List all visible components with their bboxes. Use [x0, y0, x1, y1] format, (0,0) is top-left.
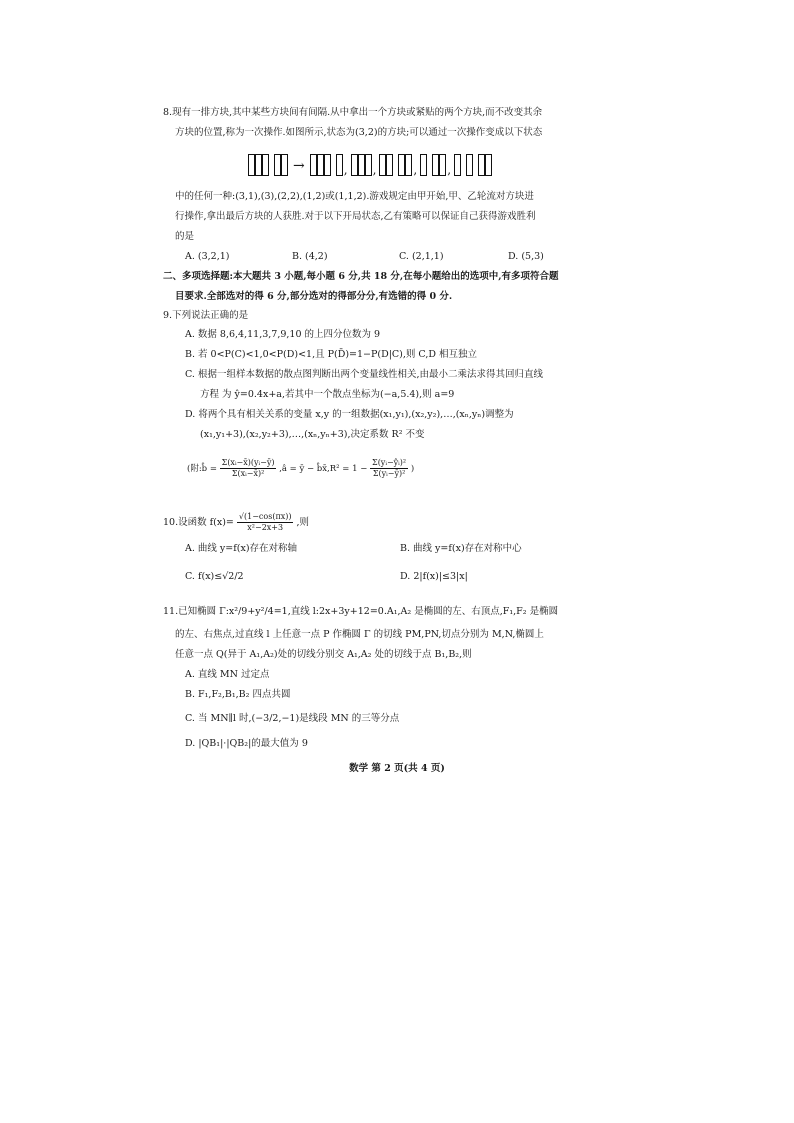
q11-line1: 11.已知椭圆 Γ:x²/9+y²/4=1,直线 l:2x+3y+12=0.A₁,A₂ 是椭圆的左、右顶点,F₁,F₂ 是椭圆: [163, 606, 559, 617]
q9-b-hat-fraction: $\frac{\text{Σ(xᵢ−x̄)(yᵢ−ȳ)}}{\text{Σ(xᵢ−x̄)²}}$: [221, 458, 275, 478]
q8-option-d: D. (5,3): [508, 251, 544, 262]
section2-title-line1: 二、多项选择题:本大题共 3 小题,每小题 6 分,共 18 分,在每小题给出的选项中,有多项符合题: [163, 271, 559, 282]
page-footer: 数学 第 2 页(共 4 页): [349, 763, 445, 774]
q11-option-c: C. 当 MN∥l 时,(−3/2,−1)是线段 MN 的三等分点: [185, 713, 400, 724]
q9-option-c-line1: C. 根据一组样本数据的散点图判断出两个变量线性相关,由最小二乘法求得其回归直线: [185, 369, 543, 380]
q9-stem: 9.下列说法正确的是: [163, 310, 249, 321]
q10-function-fraction: $\frac{√(1-\cos(\pi x))}{\text{x²−2x+3}}$: [238, 512, 292, 532]
q8-arrow: →: [293, 158, 305, 174]
q8-option-c: C. (2,1,1): [399, 251, 444, 262]
section2-title-line2: 目要求.全部选对的得 6 分,部分选对的得部分分,有选错的得 0 分.: [175, 291, 453, 302]
q11-line3: 任意一点 Q(异于 A₁,A₂)处的切线分别交 A₁,A₂ 处的切线于点 B₁,B₂,则: [175, 649, 472, 660]
q8-line5: 的是: [175, 231, 195, 242]
q8-block-diagram: → , , , ,: [248, 150, 492, 176]
q10-stem: 10.设函数 f(x)= $\frac{√(1-\cos(\pi x))}{\text{x²−2x+3}}$ ,则: [163, 512, 310, 532]
q8-line4: 行操作,拿出最后方块的人获胜.对于以下开局状态,乙有策略可以保证自己获得游戏胜利: [175, 211, 536, 222]
q9-option-a: A. 数据 8,6,4,11,3,7,9,10 的上四分位数为 9: [185, 329, 381, 340]
q9-r2-fraction: $\frac{\text{Σ(yᵢ−ŷᵢ)²}}{\text{Σ(yᵢ−ȳ)²}}$: [372, 458, 407, 478]
q11-line2: 的左、右焦点,过直线 l 上任意一点 P 作椭圆 Γ 的切线 PM,PN,切点分别为 M,N,椭圆上: [175, 629, 544, 640]
q8-option-b: B. (4,2): [292, 251, 328, 262]
q10-option-d: D. 2|f(x)|≤3|x|: [400, 571, 468, 582]
q9-option-d-line1: D. 将两个具有相关关系的变量 x,y 的一组数据(x₁,y₁),(x₂,y₂),…,(xₙ,yₙ)调整为: [185, 409, 514, 420]
q9-option-d-line2: (x₁,y₁+3),(x₂,y₂+3),…,(xₙ,yₙ+3),决定系数 R² 不变: [200, 429, 425, 440]
q9-option-b: B. 若 0<P(C)<1,0<P(D)<1,且 P(D̄)=1−P(D|C),则 C,D 相互独立: [185, 349, 478, 360]
q8-option-a: A. (3,2,1): [185, 251, 230, 262]
q8-line3: 中的任何一种:(3,1),(3),(2,2),(1,2)或(1,1,2).游戏规定由甲开始,甲、乙轮流对方块进: [175, 191, 534, 202]
q8-line2: 方块的位置,称为一次操作.如图所示,状态为(3,2)的方块;可以通过一次操作变成以下状态: [175, 127, 543, 138]
q11-option-d: D. |QB₁|·|QB₂|的最大值为 9: [185, 738, 308, 749]
q11-option-a: A. 直线 MN 过定点: [185, 669, 270, 680]
q9-formula-note: (附:b̂ = $\frac{\text{Σ(xᵢ−x̄)(yᵢ−ȳ)}}{\text{Σ(xᵢ−x̄)²}}$ ,â = ȳ − b̂x̄,R² = 1 − $\frac{\text{Σ(yᵢ−ŷᵢ)²}}{\text{Σ(yᵢ−ȳ)²}}$ ): [187, 458, 415, 478]
q9-option-c-line2: 方程 为 ŷ=0.4x+a,若其中一个散点坐标为(−a,5.4),则 a=9: [200, 389, 455, 400]
q10-option-a: A. 曲线 y=f(x)存在对称轴: [185, 543, 298, 554]
q8-line1: 8.现有一排方块,其中某些方块间有间隔.从中拿出一个方块或紧贴的两个方块,而不改变其余: [163, 107, 543, 118]
q10-option-c: C. f(x)≤√2/2: [185, 571, 244, 582]
q10-option-b: B. 曲线 y=f(x)存在对称中心: [400, 543, 522, 554]
q11-option-b: B. F₁,F₂,B₁,B₂ 四点共圆: [185, 689, 291, 700]
